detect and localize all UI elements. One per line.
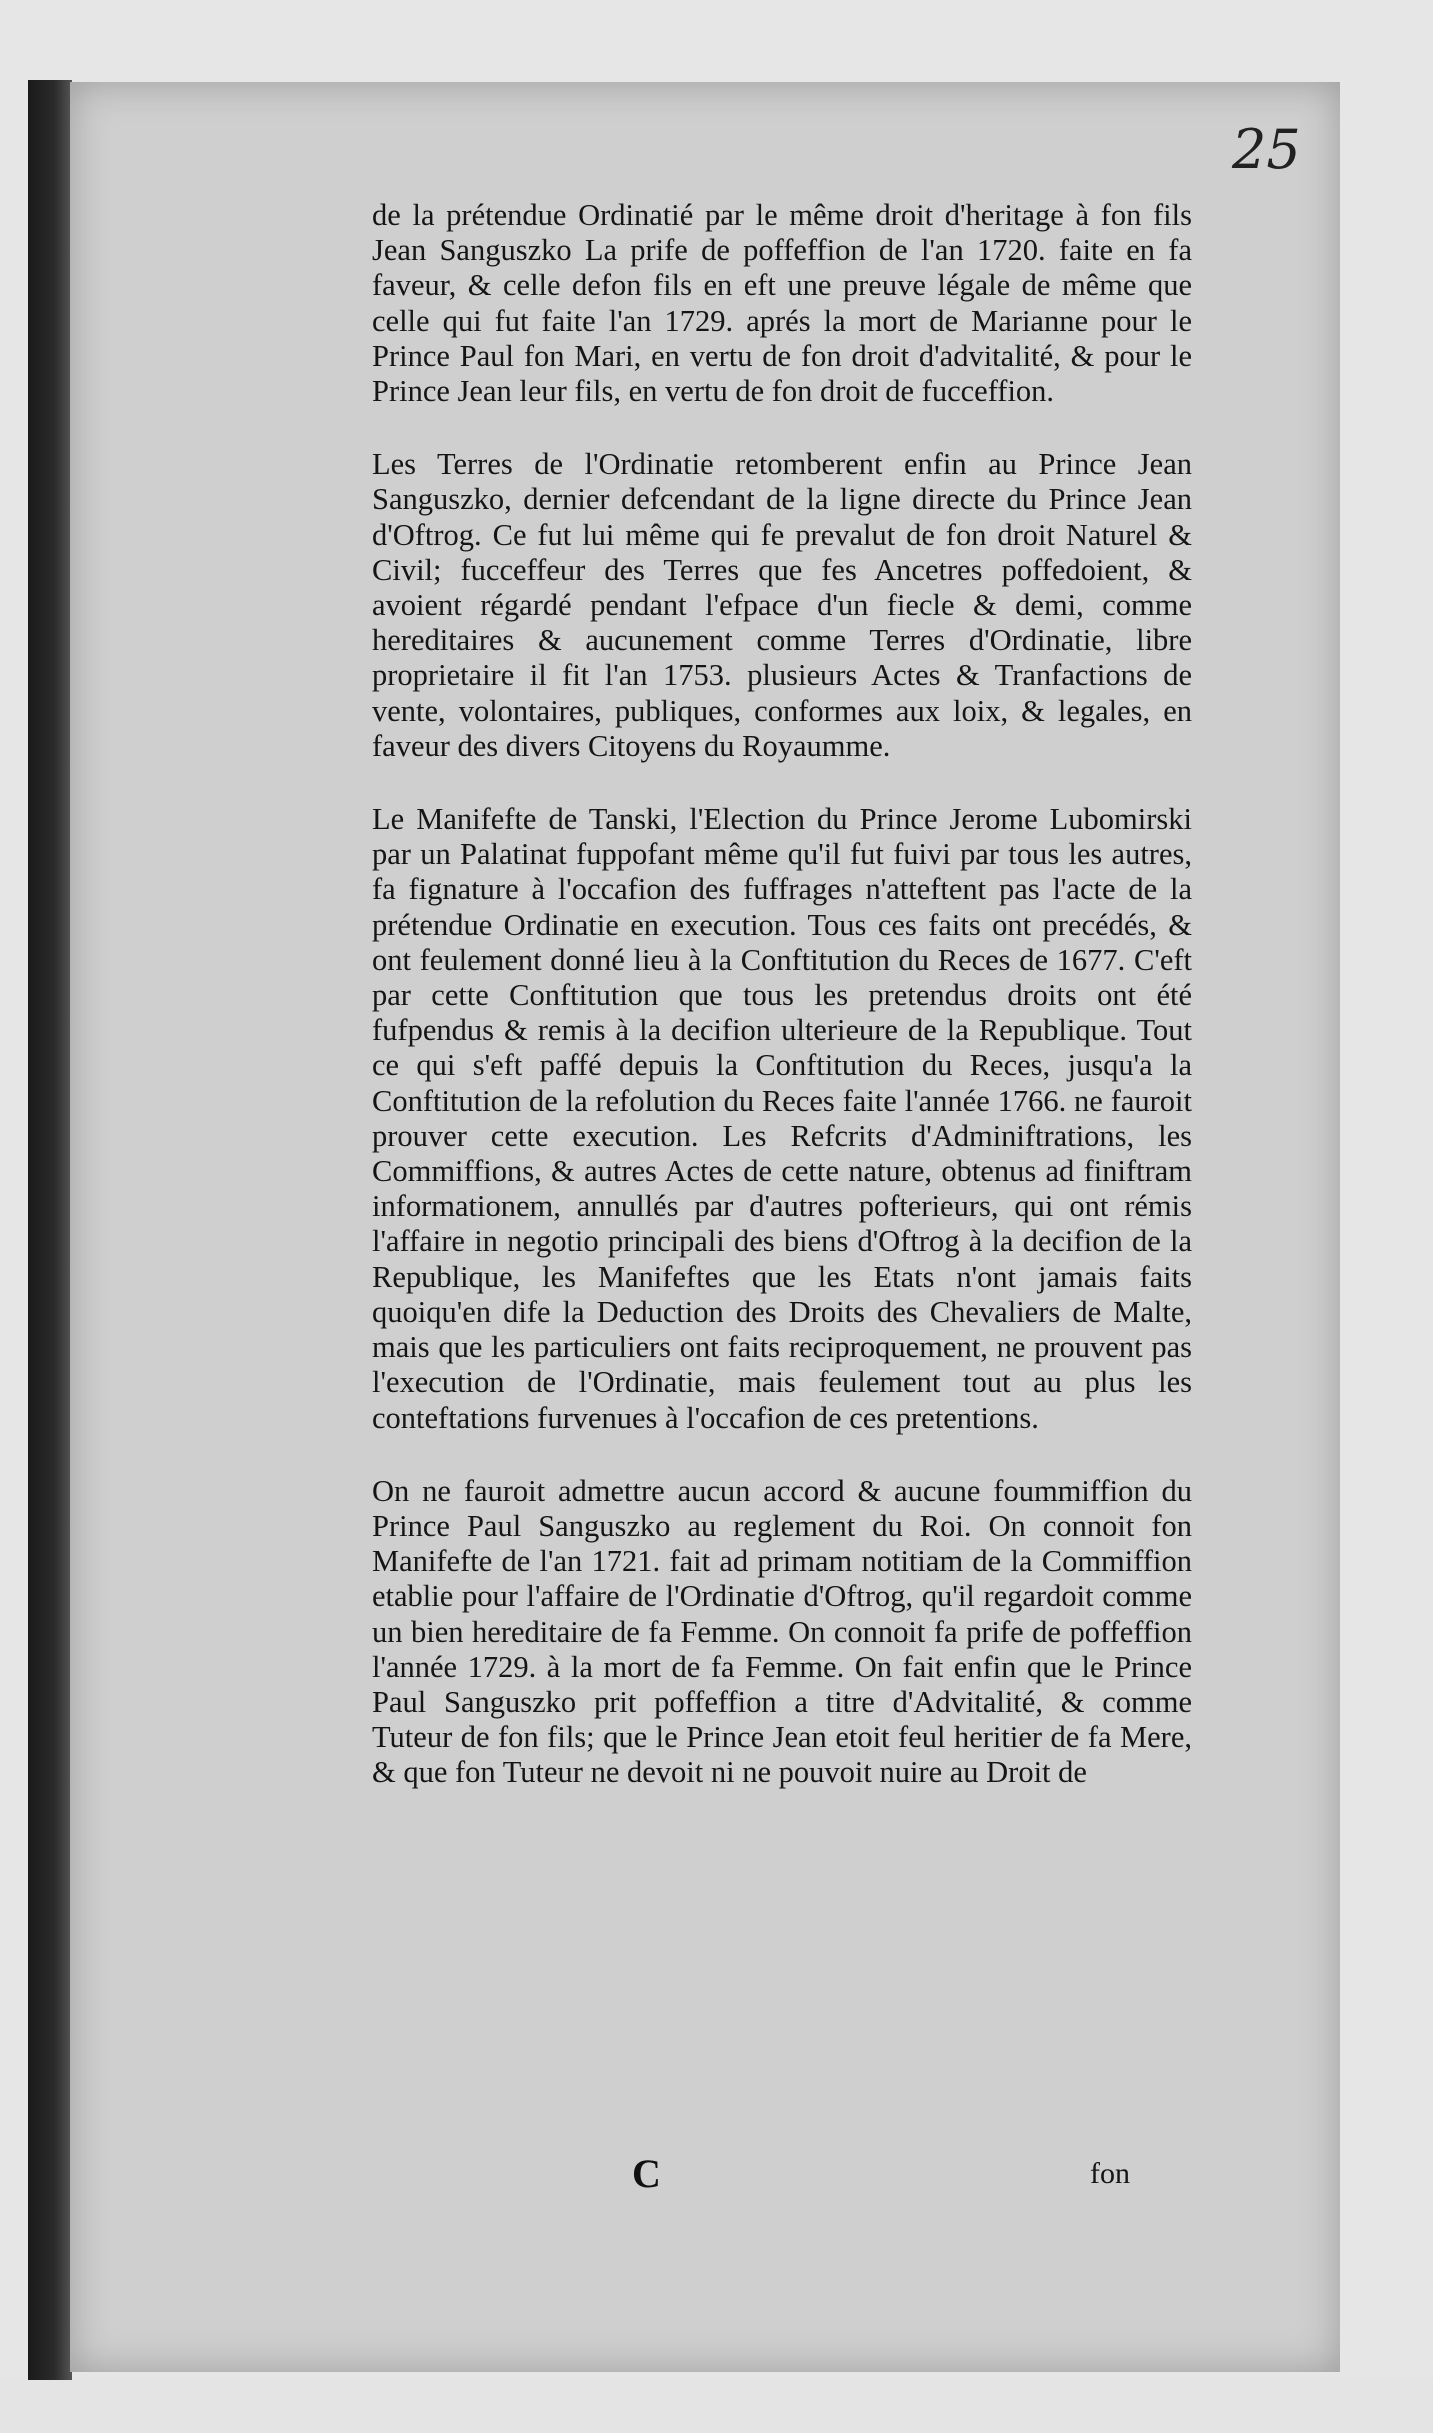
page-number: 25 (1232, 118, 1301, 181)
paragraph-4: On ne fauroit admettre aucun accord & aucune foummiffion du Prince Paul Sanguszko au reglement du Roi. On connoit fon Manifefte de l'an 1721. fait ad primam notitiam de la Commiffion etablie pour l'affaire de l'Ordinatie d'Oftrog, qu'il regardoit comme un bien hereditaire de fa Femme. On connoit fa prife de poffeffion l'année 1729. à la mort de fa Femme. On fait enfin que le Prince Paul Sanguszko prit poffeffion a titre d'Advitalité, & comme Tuteur de fon fils; que le Prince Jean etoit feul heritier de fa Mere, & que fon Tuteur ne devoit ni ne pouvoit nuire au Droit de (372, 1473, 1192, 1790)
paragraph-3: Le Manifefte de Tanski, l'Election du Prince Jerome Lubomirski par un Palatinat fuppofant même qu'il fut fuivi par tous les autres, fa fignature à l'occafion des fuffrages n'atteftent pas l'acte de la prétendue Ordinatie en execution. Tous ces faits ont precédés, & ont feulement donné lieu à la Conftitution du Reces de 1677. C'eft par cette Conftitution que tous les pretendus droits ont été fufpendus & remis à la decifion ulterieure de la Republique. Tout ce qui s'eft paffé depuis la Conftitution du Reces, jusqu'a la Conftitution de la refolution du Reces faite l'année 1766. ne fauroit prouver cette execution. Les Refcrits d'Adminiftrations, les Commiffions, & autres Actes de cette nature, obtenus ad finiftram informationem, annullés par d'autres pofterieurs, qui ont rémis l'affaire in negotio principali des biens d'Oftrog à la decifion de la Republique, les Manifeftes que les Etats n'ont jamais faits quoiqu'en dife la Deduction des Droits des Chevaliers de Malte, mais que les particuliers ont faits reciproquement, ne prouvent pas l'execution de l'Ordinatie, mais feulement tout au plus les conteftations furvenues à l'occafion de ces pretentions. (372, 802, 1192, 1435)
paragraph-2: Les Terres de l'Ordinatie retomberent enfin au Prince Jean Sanguszko, dernier defcendant de la ligne directe du Prince Jean d'Oftrog. Ce fut lui même qui fe prevalut de fon droit Naturel & Civil; fucceffeur des Terres que fes Ancetres poffedoient, & avoient régardé pendant l'efpace d'un fiecle & demi, comme hereditaires & aucunement comme Terres d'Ordinatie, libre proprietaire il fit l'an 1753. plusieurs Actes & Tranfactions de vente, volontaires, publiques, conformes aux loix, & legales, en faveur des divers Citoyens du Royaumme. (372, 447, 1192, 763)
catchword: fon (1090, 2157, 1130, 2190)
book-binding-edge (28, 80, 72, 2380)
bottom-scan-margin (0, 2380, 1433, 2433)
signature-mark: C (632, 2151, 661, 2196)
body-text (372, 198, 1192, 1791)
paragraph-1: de la prétendue Ordinatié par le même droit d'heritage à fon fils Jean Sanguszko La prife de poffeffion de l'an 1720. faite en fa faveur, & celle defon fils en eft une preuve légale de même que celle qui fut faite l'an 1729. aprés la mort de Marianne pour le Prince Paul fon Mari, en vertu de fon droit d'advitalité, & pour le Prince Jean leur fils, en vertu de fon droit de fucceffion. (372, 198, 1192, 409)
